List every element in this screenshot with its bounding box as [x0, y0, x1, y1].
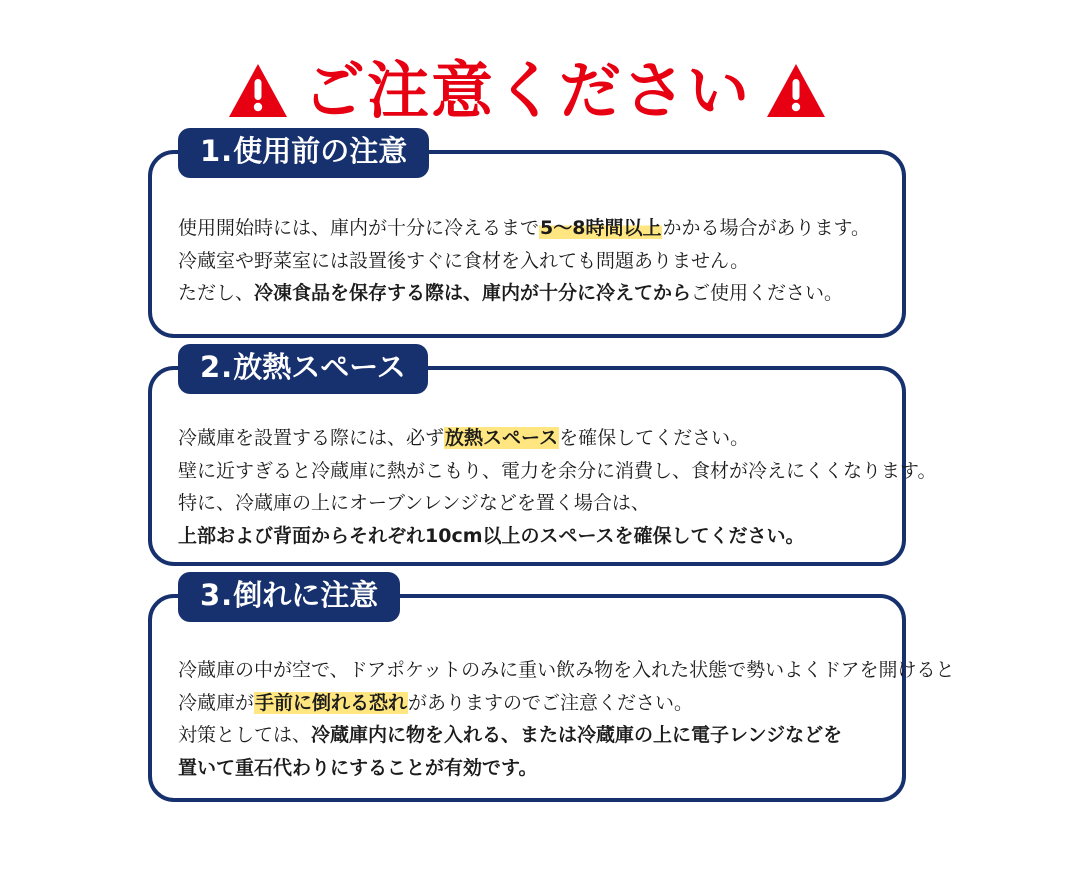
- section-3-badge: [178, 572, 400, 622]
- section-1-line-2: [178, 245, 876, 278]
- section-2-body: [152, 370, 937, 553]
- notice-section-3: [148, 578, 955, 802]
- notice-sheet: [108, 30, 955, 870]
- section-2-title: 放熱スペース: [233, 350, 406, 384]
- bold-text: 冷蔵庫内に物を入れる、または冷蔵庫の上に電子レンジなどを: [311, 724, 843, 747]
- text-run: かかる場合があります。: [662, 217, 870, 239]
- section-2-line-3: [178, 487, 876, 520]
- section-1-title: 使用前の注意: [233, 134, 408, 168]
- text-run: 対策としては、: [178, 724, 312, 747]
- section-2-line-4: [178, 520, 876, 553]
- notice-section-1: [148, 134, 906, 338]
- text-run: 冷蔵庫が: [178, 691, 255, 714]
- section-3-line-2: [178, 687, 876, 720]
- section-2-line-1: [178, 422, 876, 455]
- section-3-body: [152, 598, 955, 785]
- warning-triangle-icon: [765, 62, 827, 120]
- bold-text: 冷凍食品を保存する際は、庫内が十分に冷えてから: [254, 282, 692, 305]
- section-3-title: 倒れに注意: [233, 578, 379, 612]
- highlighted-text: 5〜8時間以上: [540, 217, 662, 239]
- section-1-line-3: [178, 277, 876, 310]
- section-1-line-1: [178, 212, 876, 245]
- section-2-number: 2.: [200, 350, 234, 384]
- highlighted-text: 放熱スペース: [445, 427, 559, 449]
- highlighted-text: 手前に倒れる恐れ: [255, 691, 408, 714]
- text-run: 冷蔵庫を設置する際には、必ず: [178, 427, 445, 449]
- section-3-line-4: [178, 752, 876, 785]
- text-run: を確保してください。: [559, 427, 750, 449]
- section-2-badge: [178, 344, 428, 394]
- section-1-number: 1.: [200, 134, 234, 168]
- section-1-badge: [178, 128, 429, 178]
- text-run: 冷蔵室や野菜室には設置後すぐに食材を入れても問題ありません。: [178, 249, 750, 272]
- bold-text: 置いて重石代わりにすることが有効です。: [178, 757, 538, 780]
- text-run: 冷蔵庫の中が空で、ドアポケットのみに重い飲み物を入れた状態で勢いよくドアを開けると: [178, 659, 955, 681]
- text-run: ご使用ください。: [691, 282, 844, 305]
- document-title-row: [108, 30, 946, 127]
- bold-text: 上部および背面からそれぞれ10cm以上のスペースを確保してください。: [178, 525, 805, 548]
- text-run: 壁に近すぎると冷蔵庫に熱がこもり、電力を余分に消費し、食材が冷えにくくなります。: [178, 459, 937, 482]
- section-2-line-2: [178, 455, 937, 488]
- text-run: がありますのでご注意ください。: [408, 691, 694, 714]
- text-run: 使用開始時には、庫内が十分に冷えるまで: [178, 217, 540, 239]
- section-3-number: 3.: [200, 578, 234, 612]
- text-run: ただし、: [178, 282, 255, 305]
- page-title: ご注意ください: [302, 54, 751, 127]
- warning-triangle-icon: [227, 62, 289, 120]
- section-3-line-3: [178, 719, 876, 752]
- notice-section-2: [148, 350, 937, 566]
- text-run: 特に、冷蔵庫の上にオーブンレンジなどを置く場合は、: [178, 492, 650, 515]
- section-3-line-1: [178, 654, 955, 687]
